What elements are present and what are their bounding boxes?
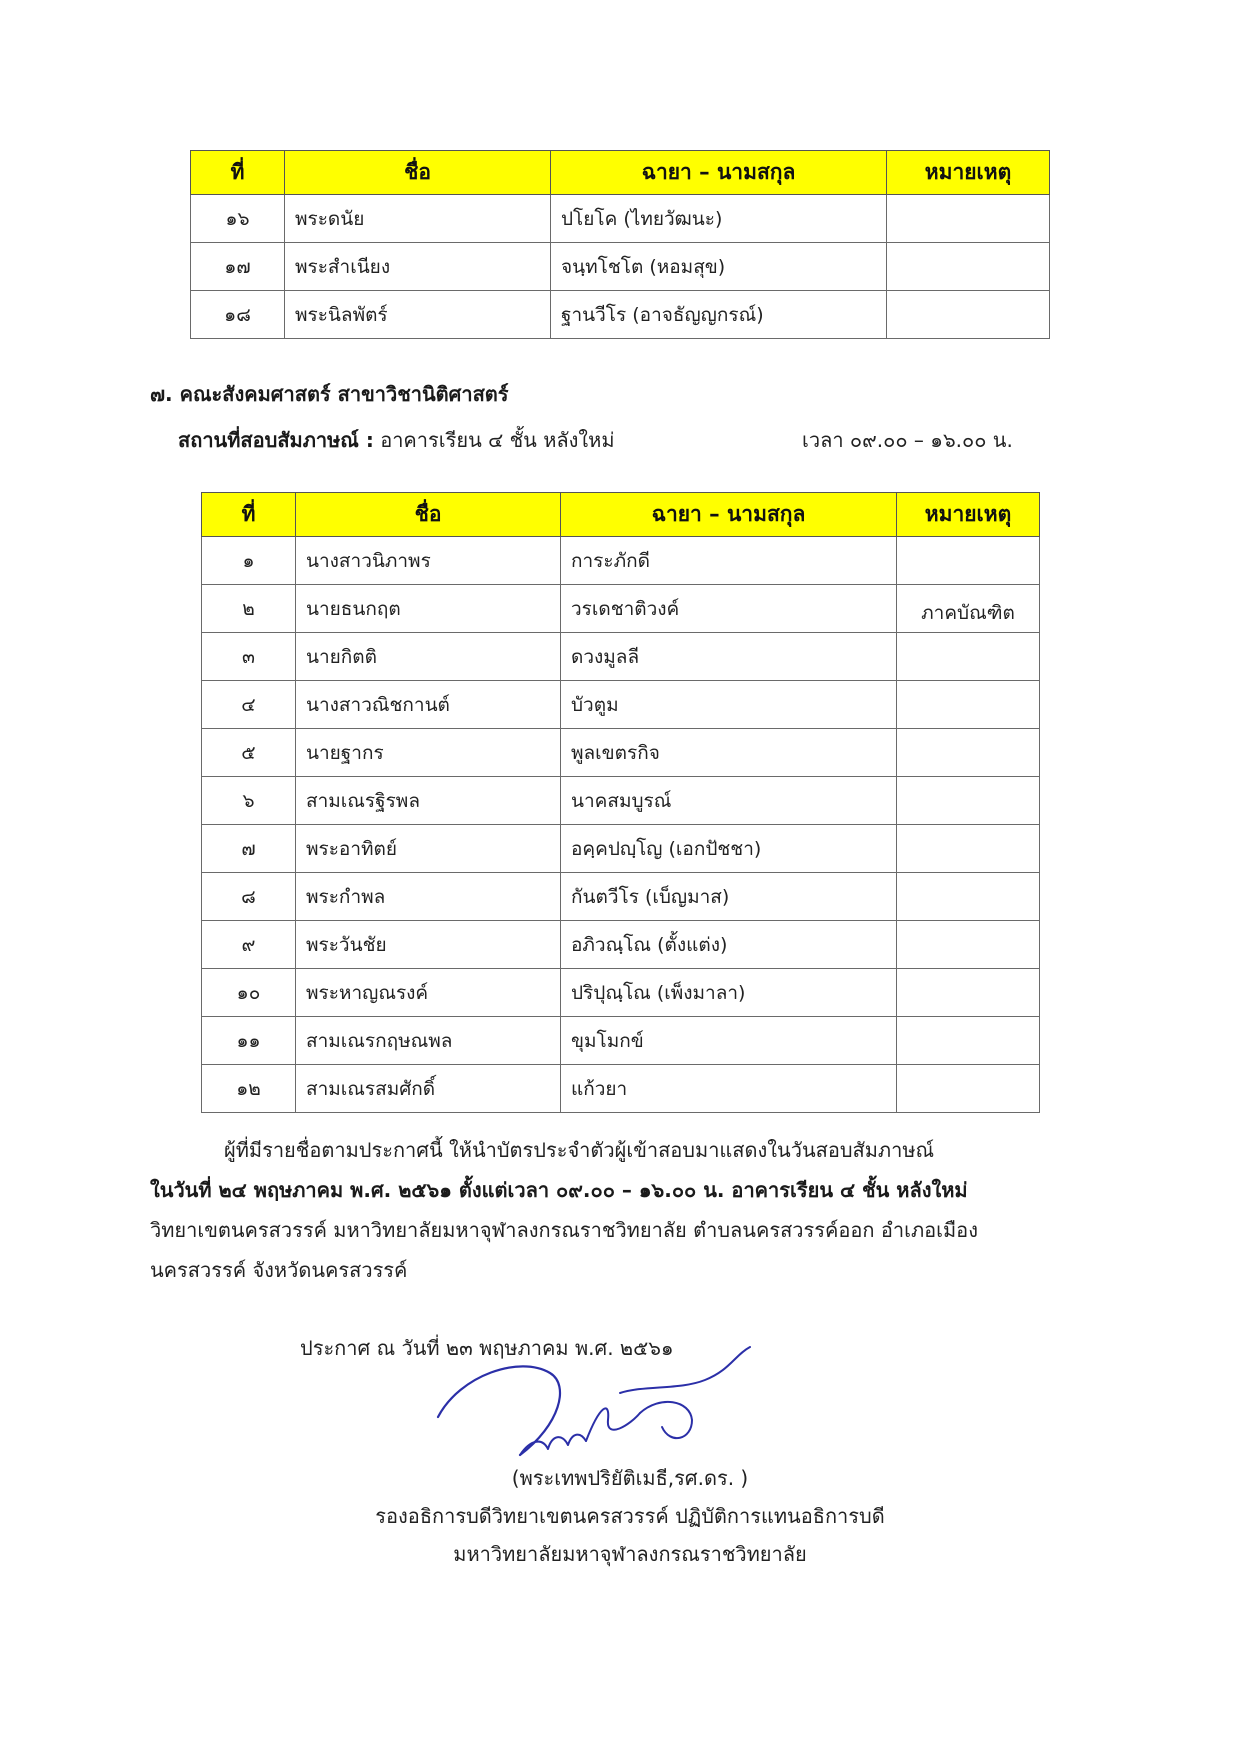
cell-surname: อภิวณฺโณ (ตั้งแต่ง) [561,921,897,969]
cell-remark [897,969,1040,1017]
header-name: ชื่อ [296,493,561,537]
table-law-candidates [201,492,1040,1113]
cell-remark [897,681,1040,729]
cell-no: ๑๐ [202,969,296,1017]
cell-remark [897,777,1040,825]
table-row [191,243,1050,291]
cell-name: พระดนัย [285,195,551,243]
cell-no: ๑ [202,537,296,585]
signatory-position-line-2: มหาวิทยาลัยมหาจุฬาลงกรณราชวิทยาลัย [453,1542,807,1566]
notice-line-2: ในวันที่ ๒๔ พฤษภาคม พ.ศ. ๒๕๖๑ ตั้งแต่เวลา ๐๙.๐๐ – ๑๖.๐๐ น. อาคารเรียน ๔ ชั้น หลังใหม่ [150,1178,968,1202]
header-surname: ฉายา – นามสกุล [561,493,897,537]
signatory-name: (พระเทพปริยัติเมธี,รศ.ดร. ) [511,1466,749,1490]
cell-surname: บัวตูม [561,681,897,729]
cell-surname: อคฺคปญฺโญ (เอกปัชชา) [561,825,897,873]
cell-name: นางสาวนิภาพร [296,537,561,585]
notice-line-1: ผู้ที่มีรายชื่อตามประกาศนี้ ให้นำบัตรประจำตัวผู้เข้าสอบมาแสดงในวันสอบสัมภาษณ์ [224,1138,935,1162]
cell-surname: แก้วยา [561,1065,897,1113]
header-no: ที่ [202,493,296,537]
cell-surname: พูลเขตรกิจ [561,729,897,777]
notice-line-4: นครสวรรค์ จังหวัดนครสวรรค์ [150,1258,408,1282]
cell-surname: ปโยโค (ไทยวัฒนะ) [551,195,887,243]
cell-name: นายกิตติ [296,633,561,681]
cell-no: ๑๗ [191,243,285,291]
cell-no: ๕ [202,729,296,777]
cell-no: ๗ [202,825,296,873]
cell-no: ๙ [202,921,296,969]
cell-remark [887,243,1050,291]
cell-name: นางสาวณิชกานต์ [296,681,561,729]
cell-no: ๘ [202,873,296,921]
cell-no: ๑๖ [191,195,285,243]
cell-remark: ภาคบัณฑิต [897,585,1040,633]
header-no: ที่ [191,151,285,195]
cell-name: พระหาญณรงค์ [296,969,561,1017]
handwritten-signature [430,1345,770,1465]
cell-surname: การะภักดี [561,537,897,585]
header-name: ชื่อ [285,151,551,195]
cell-remark [897,537,1040,585]
table-row [202,825,1040,873]
cell-surname: วรเดชาติวงค์ [561,585,897,633]
cell-name: นายธนกฤต [296,585,561,633]
cell-no: ๒ [202,585,296,633]
notice-line-3: วิทยาเขตนครสวรรค์ มหาวิทยาลัยมหาจุฬาลงกรณราชวิทยาลัย ตำบลนครสวรรค์ออก อำเภอเมือง [150,1218,978,1242]
cell-no: ๑๑ [202,1017,296,1065]
cell-surname: ฐานวีโร (อาจธัญญกรณ์) [551,291,887,339]
cell-surname: นาคสมบูรณ์ [561,777,897,825]
interview-time: เวลา ๐๙.๐๐ – ๑๖.๐๐ น. [802,428,1013,452]
header-remark: หมายเหตุ [897,493,1040,537]
table-row [191,195,1050,243]
cell-surname: ดวงมูลลี [561,633,897,681]
cell-remark [897,825,1040,873]
cell-remark [897,1017,1040,1065]
cell-name: สามเณรสมศักดิ์ [296,1065,561,1113]
cell-no: ๔ [202,681,296,729]
notice-paragraph [150,1130,1095,1290]
location-value: อาคารเรียน ๔ ชั้น หลังใหม่ [380,428,615,452]
cell-name: นายฐากร [296,729,561,777]
cell-surname: กันตวีโร (เบ็ญมาส) [561,873,897,921]
cell-name: พระวันชัย [296,921,561,969]
location-label: สถานที่สอบสัมภาษณ์ : [178,428,374,452]
table-row [202,681,1040,729]
cell-surname: ขุมโมกข์ [561,1017,897,1065]
signatory-position-line-1: รองอธิการบดีวิทยาเขตนครสวรรค์ ปฏิบัติการแทนอธิการบดี [375,1504,885,1528]
table-row [191,291,1050,339]
table-header-row [202,493,1040,537]
cell-remark [897,729,1040,777]
header-surname: ฉายา – นามสกุล [551,151,887,195]
cell-remark [887,291,1050,339]
table-row [202,873,1040,921]
table-row [202,585,1040,633]
cell-remark [897,873,1040,921]
cell-remark [897,633,1040,681]
cell-surname: จนฺทโชโต (หอมสุข) [551,243,887,291]
section-heading: ๗. คณะสังคมศาสตร์ สาขาวิชานิติศาสตร์ [150,382,509,406]
cell-name: พระกำพล [296,873,561,921]
cell-name: พระอาทิตย์ [296,825,561,873]
cell-surname: ปริปุณฺโณ (เพ็งมาลา) [561,969,897,1017]
header-remark: หมายเหตุ [887,151,1050,195]
cell-no: ๑๒ [202,1065,296,1113]
table-row [202,969,1040,1017]
cell-name: พระนิลพัตร์ [285,291,551,339]
table-row [202,1017,1040,1065]
cell-name: สามเณรกฤษณพล [296,1017,561,1065]
table-row [202,633,1040,681]
cell-no: ๑๘ [191,291,285,339]
table-row [202,921,1040,969]
cell-remark [887,195,1050,243]
table-row [202,537,1040,585]
cell-name: พระสำเนียง [285,243,551,291]
table-row [202,1065,1040,1113]
cell-remark [897,1065,1040,1113]
announcement-date: ประกาศ ณ วันที่ ๒๓ พฤษภาคม พ.ศ. ๒๕๖๑ [300,1336,674,1360]
cell-remark [897,921,1040,969]
table-row [202,777,1040,825]
location-line [178,424,615,456]
cell-no: ๖ [202,777,296,825]
table-row [202,729,1040,777]
table-continuation [190,150,1050,339]
cell-no: ๓ [202,633,296,681]
table-header-row [191,151,1050,195]
cell-name: สามเณรฐิรพล [296,777,561,825]
